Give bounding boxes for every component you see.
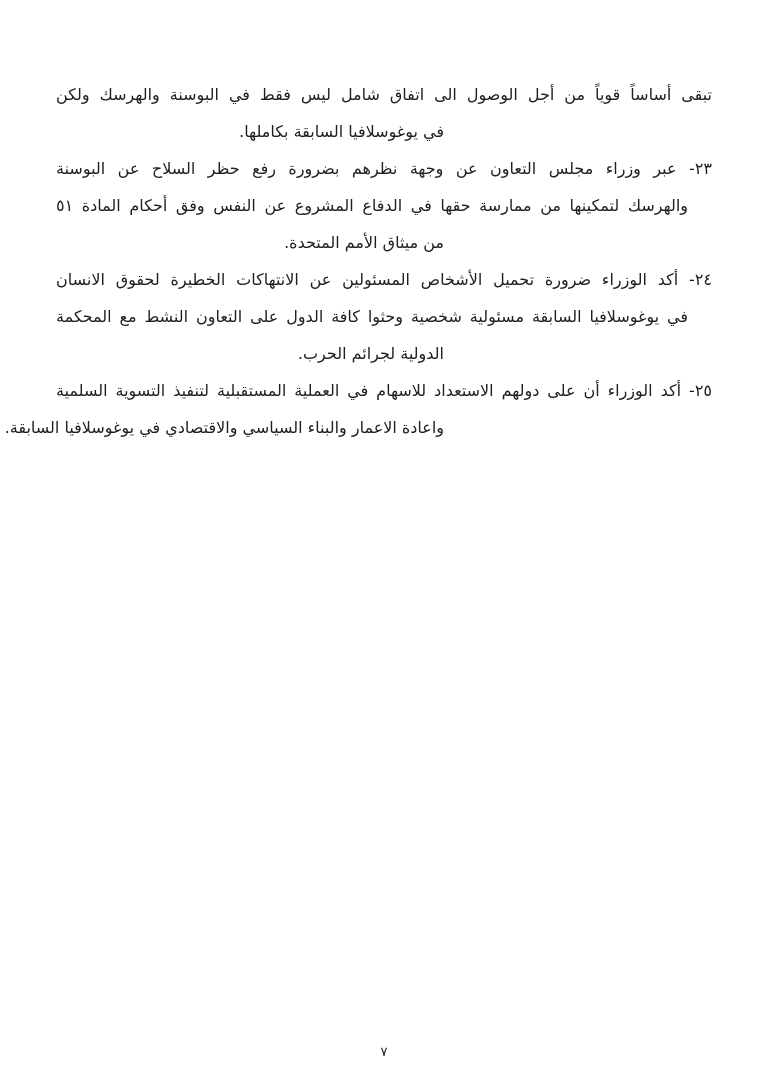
text-line: والهرسك لتمكينها من ممارسة حقها في الدفاع المشروع عن النفس وفق أحكام المادة ٥١: [56, 196, 688, 215]
text-line: في يوغوسلافيا السابقة بكاملها.: [239, 122, 444, 141]
line-text: أكد الوزراء أن على دولهم الاستعداد للاسهام في العملية المستقبلية لتنفيذ التسوية السلمية: [56, 381, 682, 400]
page-content: [4, 76, 712, 446]
item-number: ٢٣-: [689, 159, 712, 178]
text-line: من ميثاق الأمم المتحدة.: [284, 233, 444, 252]
text-line: واعادة الاعمار والبناء السياسي والاقتصادي في يوغوسلافيا السابقة.: [4, 418, 444, 437]
line-text: أكد الوزراء ضرورة تحميل الأشخاص المسئولين عن الانتهاكات الخطيرة لحقوق الانسان: [56, 270, 679, 289]
text-line: تبقى أساساً قوياً من أجل الوصول الى اتفاق شامل ليس فقط في البوسنة والهرسك ولكن: [56, 85, 712, 104]
item-number: ٢٤-: [689, 270, 712, 289]
text-line: [56, 372, 712, 409]
line-text: عبر وزراء مجلس التعاون عن وجهة نظرهم بضرورة رفع حظر السلاح عن البوسنة: [56, 159, 677, 178]
text-line: [56, 261, 712, 298]
text-line: [56, 150, 712, 187]
item-number: ٢٥-: [689, 381, 712, 400]
page-number: ٧: [380, 1045, 388, 1060]
text-line: في يوغوسلافيا السابقة مسئولية شخصية وحثوا كافة الدول على التعاون النشط مع المحكمة: [56, 307, 688, 326]
text-line: الدولية لجرائم الحرب.: [297, 344, 444, 363]
